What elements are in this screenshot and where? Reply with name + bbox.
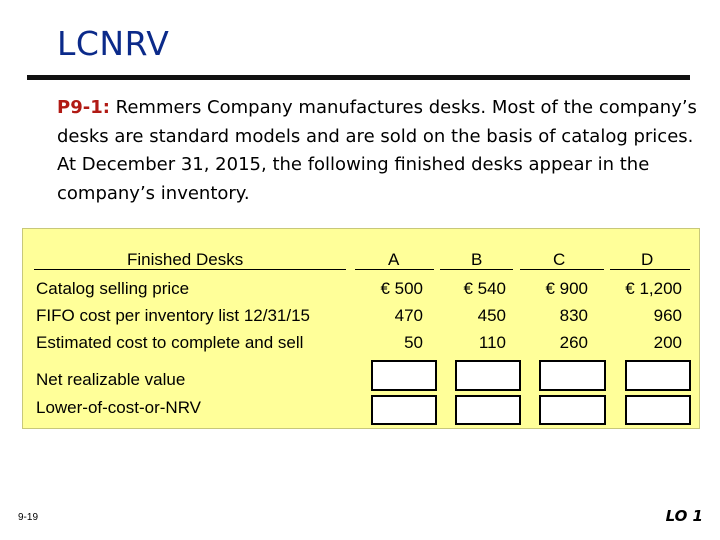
answer-box-lcnrv-d[interactable] [625, 395, 691, 425]
answer-box-nrv-d[interactable] [625, 360, 691, 391]
cell-fifo-c: 830 [559, 306, 588, 325]
cell-fifo-b: 450 [477, 306, 506, 325]
title-rule [27, 75, 690, 80]
problem-statement [57, 94, 697, 208]
answer-box-lcnrv-c[interactable] [539, 395, 606, 425]
cell-catalog-b: € 540 [463, 279, 506, 298]
column-header-c: C [553, 250, 566, 269]
row-label-catalog-price: Catalog selling price [36, 279, 190, 298]
cell-catalog-d: € 1,200 [625, 279, 682, 298]
page-number: 9-19 [18, 512, 39, 523]
answer-box-nrv-c[interactable] [539, 360, 606, 391]
table-header-label: Finished Desks [127, 250, 244, 269]
cell-complete-c: 260 [559, 333, 588, 352]
cell-complete-d: 200 [653, 333, 682, 352]
answer-box-nrv-a[interactable] [371, 360, 437, 391]
header-underline-d [610, 269, 690, 270]
slide-title: LCNRV [57, 24, 170, 63]
row-label-fifo-cost: FIFO cost per inventory list 12/31/15 [36, 306, 311, 325]
header-underline-label [34, 269, 346, 270]
header-underline-b [440, 269, 513, 270]
row-label-lcnrv: Lower-of-cost-or-NRV [36, 398, 202, 417]
cell-fifo-a: 470 [394, 306, 423, 325]
problem-text: Remmers Company manufactures desks. Most of the company’s desks are standard models and are sold on the basis of catalog prices. At December 31, 2015, the following finished desks appear in the company’s inventory. [57, 97, 697, 204]
cell-catalog-c: € 900 [545, 279, 588, 298]
answer-box-nrv-b[interactable] [455, 360, 521, 391]
column-header-b: B [471, 250, 483, 269]
answer-box-lcnrv-a[interactable] [371, 395, 437, 425]
column-header-a: A [388, 250, 400, 269]
cell-complete-a: 50 [404, 333, 423, 352]
cell-catalog-a: € 500 [380, 279, 423, 298]
answer-box-lcnrv-b[interactable] [455, 395, 521, 425]
header-underline-a [355, 269, 434, 270]
cell-fifo-d: 960 [653, 306, 682, 325]
header-underline-c [520, 269, 604, 270]
row-label-cost-to-complete: Estimated cost to complete and sell [36, 333, 304, 352]
column-header-d: D [641, 250, 654, 269]
cell-complete-b: 110 [478, 333, 506, 352]
problem-tag: P9-1: [57, 97, 110, 118]
learning-objective-label: LO 1 [665, 507, 703, 525]
row-label-nrv: Net realizable value [36, 370, 186, 389]
